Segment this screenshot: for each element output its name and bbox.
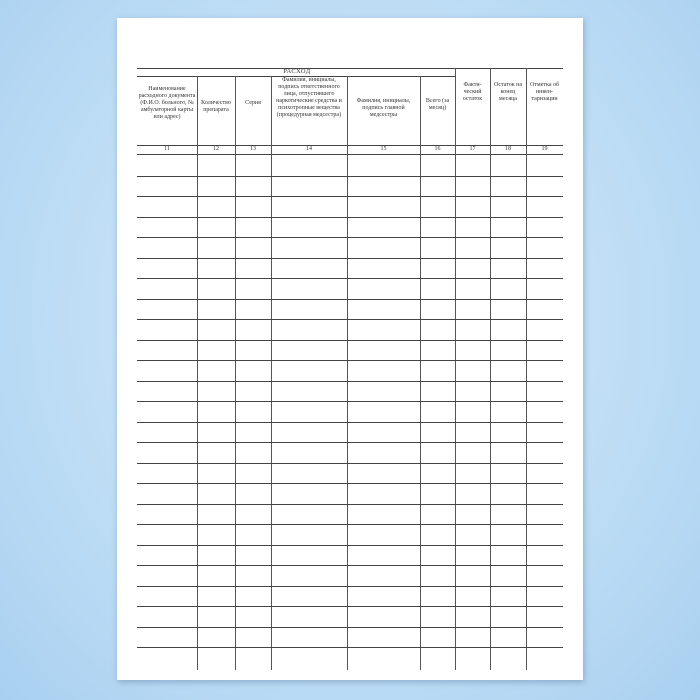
- column-number: 13: [250, 146, 256, 152]
- column-header-text: Серия: [245, 100, 261, 106]
- column-header-text: Всего (за месяц): [425, 98, 450, 111]
- table-row: [137, 627, 563, 628]
- table-row: [137, 360, 563, 361]
- table-row: [137, 258, 563, 259]
- column-header: [527, 82, 562, 145]
- column-header: [421, 98, 454, 165]
- column-header-text: Фамилия, инициалы, подпись ответственного лица, отпустившего наркотические средства и психотропные вещества (процедурная медсестра): [276, 77, 342, 118]
- table-row: [137, 442, 563, 443]
- table-row: [137, 217, 563, 218]
- column-header: [138, 86, 196, 153]
- column-number: 15: [380, 146, 387, 152]
- table-row: [137, 176, 563, 177]
- column-divider: [455, 68, 456, 670]
- register-table: [137, 68, 563, 670]
- column-header-text: Остаток на конец месяца: [493, 82, 523, 102]
- column-divider: [271, 76, 272, 670]
- column-header: [491, 82, 525, 145]
- table-row: [137, 278, 563, 279]
- table-row: [137, 196, 563, 197]
- column-number: 14: [306, 146, 312, 152]
- column-number: 11: [164, 146, 170, 152]
- column-header: [348, 98, 419, 165]
- table-row: [137, 606, 563, 607]
- table-row: [137, 504, 563, 505]
- column-header-text: Фамилия, инициалы, подпись главной медсестры: [356, 98, 411, 118]
- table-row: [137, 319, 563, 320]
- table-row: [137, 565, 563, 566]
- column-number: 18: [505, 146, 511, 152]
- table-row: [137, 524, 563, 525]
- column-header-text: Факти-ческий остаток: [462, 82, 483, 102]
- table-row: [137, 463, 563, 464]
- table-row: [137, 545, 563, 546]
- column-header: [198, 100, 234, 167]
- column-header-text: Отметка об инвен-таризации: [529, 82, 560, 102]
- column-number: 19: [541, 146, 548, 152]
- table-row: [137, 237, 563, 238]
- column-header-text: Количество препарата: [201, 100, 231, 113]
- table-row: [137, 422, 563, 423]
- column-divider: [347, 76, 348, 670]
- column-header-text: Наименование расходного документа (Ф.И.О. больного, № амбулаторной карты или адрес): [138, 86, 196, 120]
- top-border: [137, 68, 563, 69]
- form-sheet: [117, 18, 583, 680]
- column-divider: [420, 76, 421, 670]
- column-divider: [526, 68, 527, 670]
- column-number: 16: [434, 146, 441, 152]
- column-number: 17: [469, 146, 476, 152]
- column-divider: [490, 68, 491, 670]
- table-row: [137, 340, 563, 341]
- table-row: [137, 401, 563, 402]
- table-row: [137, 381, 563, 382]
- column-header: [456, 82, 489, 145]
- table-row: [137, 586, 563, 587]
- group-title: РАСХОД: [283, 68, 311, 75]
- column-header: [236, 100, 270, 167]
- column-number: 12: [213, 146, 219, 152]
- column-header: [272, 77, 346, 144]
- table-row: [137, 483, 563, 484]
- table-row: [137, 299, 563, 300]
- table-row: [137, 647, 563, 648]
